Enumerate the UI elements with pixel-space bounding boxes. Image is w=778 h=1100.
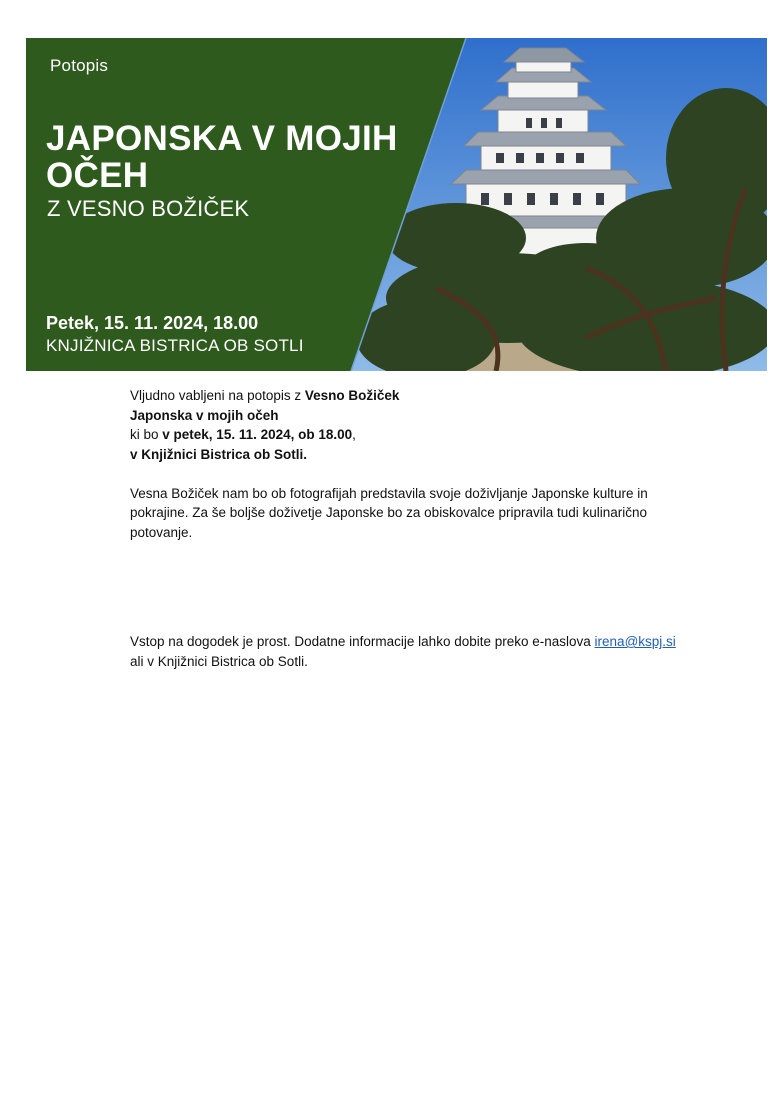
event-location: v Knjižnici Bistrica ob Sotli.	[130, 446, 308, 462]
event-venue: KNJIŽNICA BISTRICA OB SOTLI	[46, 336, 304, 355]
email-link[interactable]: irena@kspj.si	[594, 634, 676, 649]
where-line	[130, 445, 710, 465]
when-line	[130, 425, 710, 445]
category-label: Potopis	[50, 56, 109, 75]
lecture-title: Japonska v mojih očeh	[130, 407, 279, 423]
event-date: Petek, 15. 11. 2024, 18.00	[46, 313, 259, 333]
invite-title-line	[130, 406, 710, 426]
event-subtitle: Z VESNO BOŽIČEK	[47, 196, 250, 221]
invitation-body	[130, 386, 710, 671]
entry-text: Vstop na dogodek je prost. Dodatne informacije lahko dobite preko e-naslova	[130, 634, 595, 649]
description-paragraph: Vesna Božiček nam bo ob fotografijah predstavila svoje doživljanje Japonske kulture in pokrajine. Za še boljše doživetje Japonske bo za obiskovalce pripravila tudi kulinarično potovanje.	[130, 485, 648, 540]
banner-text	[26, 38, 767, 371]
invite-line	[130, 386, 710, 406]
event-banner	[26, 38, 767, 371]
event-title-line2: OČEH	[46, 156, 149, 195]
event-datetime: v petek, 15. 11. 2024, ob 18.00	[162, 427, 353, 442]
when-prefix: ki bo	[130, 427, 163, 442]
speaker-name: Vesno Božiček	[304, 388, 400, 403]
entry-suffix: ali v Knjižnici Bistrica ob Sotli.	[130, 653, 308, 669]
event-title-line1: JAPONSKA V MOJIH	[46, 119, 398, 158]
event-title	[46, 120, 416, 194]
invite-prefix: Vljudno vabljeni na potopis z	[130, 388, 305, 403]
entry-info	[130, 632, 710, 671]
when-suffix: ,	[352, 427, 356, 442]
